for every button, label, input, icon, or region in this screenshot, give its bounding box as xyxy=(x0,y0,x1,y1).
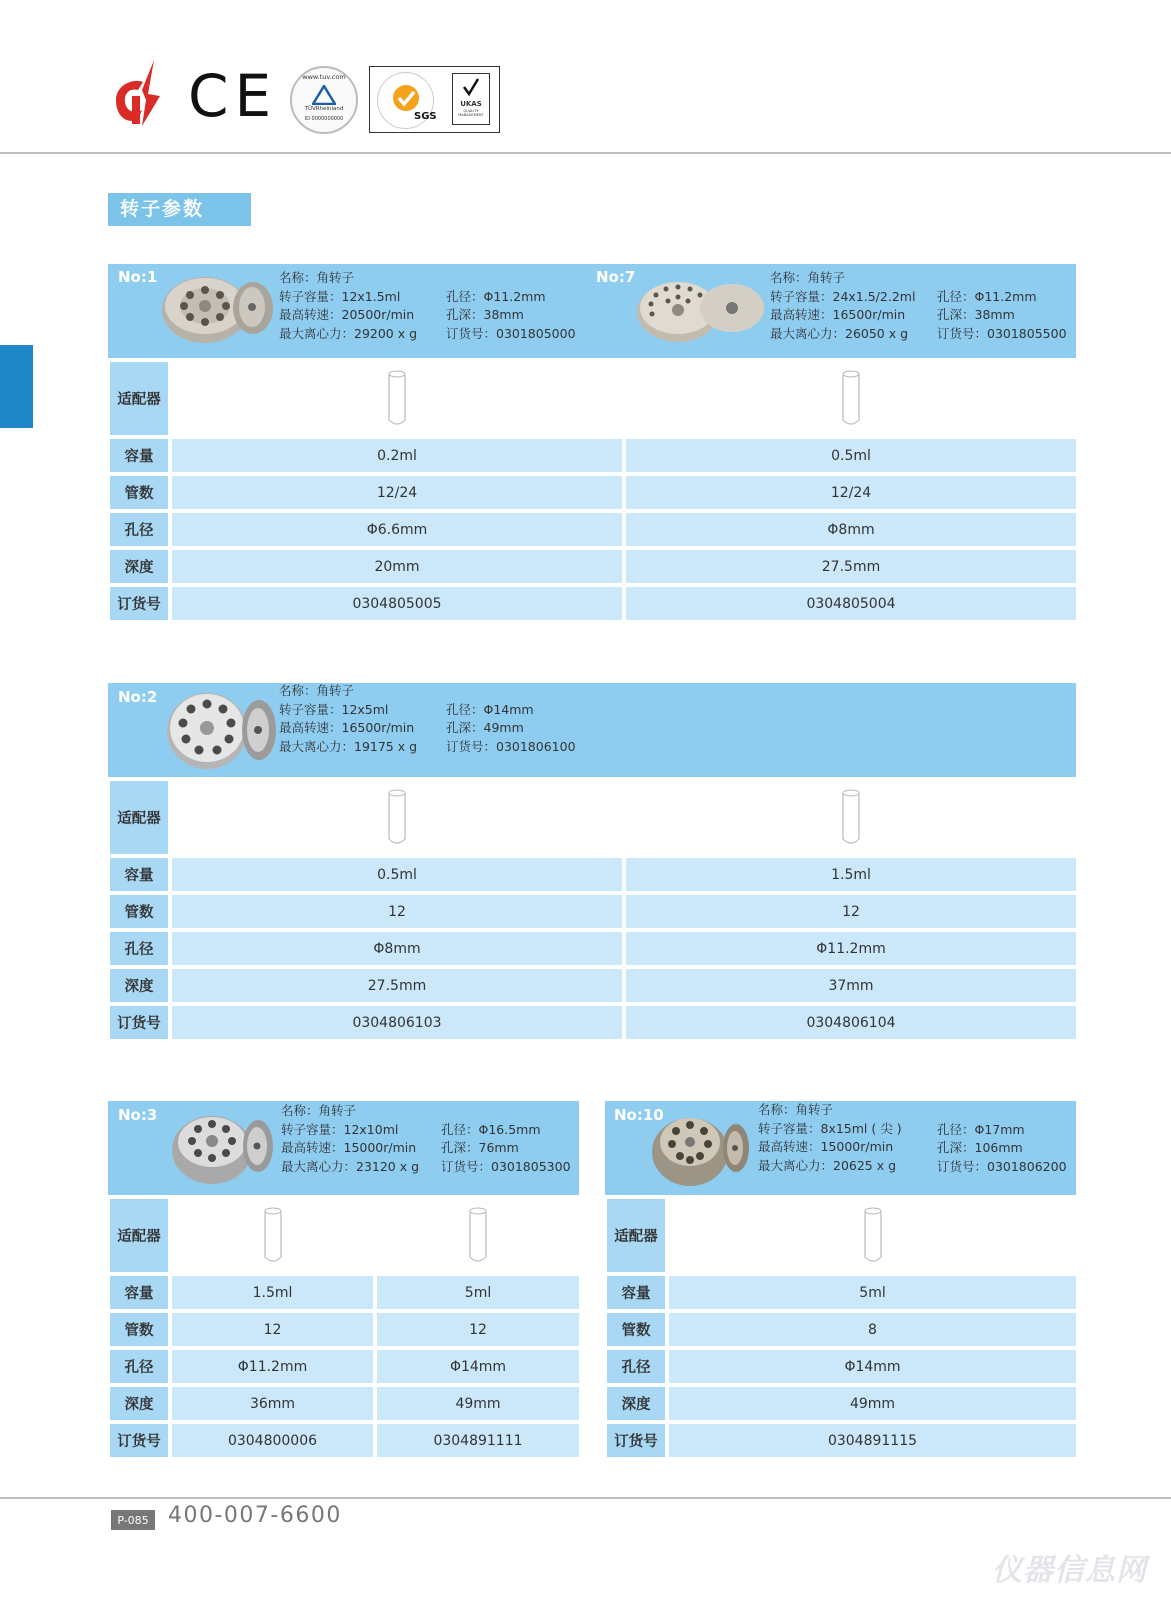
tube-icon xyxy=(467,1207,489,1265)
rotor-no10-speed: 最高转速：15000r/min xyxy=(758,1139,894,1154)
no10-count: 8 xyxy=(669,1313,1076,1346)
rotor-no3-hole: 孔径：Φ16.5mm xyxy=(441,1121,541,1137)
no7-depth: 27.5mm xyxy=(626,550,1076,583)
rotor-no1-capacity: 转子容量：12x1.5ml xyxy=(279,288,401,304)
rotor-no7-image xyxy=(636,270,764,350)
label-depth: 深度 xyxy=(110,969,168,1002)
brand-logo xyxy=(108,60,168,130)
rotor-no10-number: No:10 xyxy=(614,1106,664,1124)
no3-b-count: 12 xyxy=(377,1313,579,1346)
no10-depth: 49mm xyxy=(669,1387,1076,1420)
label-hole-diameter: 孔径 xyxy=(607,1350,665,1383)
rotor-no7-number: No:7 xyxy=(596,268,636,286)
tube-icon xyxy=(840,370,862,428)
no3-a-capacity: 1.5ml xyxy=(172,1276,373,1309)
tube-icon xyxy=(386,789,408,847)
rotor-no7-info-right xyxy=(937,288,1067,344)
label-capacity: 容量 xyxy=(607,1276,665,1309)
no3-a-order: 0304800006 xyxy=(172,1424,373,1457)
label-adapter: 适配器 xyxy=(110,1199,168,1272)
rotor-no10-capacity: 转子容量：8x15ml ( 尖 ) xyxy=(758,1120,902,1136)
no10-order: 0304891115 xyxy=(669,1424,1076,1457)
tuv-id: ID 0000000000 xyxy=(304,116,344,122)
sgs-seal xyxy=(377,72,437,129)
header-divider xyxy=(0,152,1171,154)
no1-hole: Φ6.6mm xyxy=(172,513,622,546)
cert-box xyxy=(369,66,500,133)
footer-divider xyxy=(0,1497,1171,1499)
label-adapter: 适配器 xyxy=(110,781,168,854)
no7-hole: Φ8mm xyxy=(626,513,1076,546)
rotor-no10-name: 名称：角转子 xyxy=(758,1102,834,1117)
no2-a-count: 12 xyxy=(172,895,622,928)
rotor-no1-hole: 孔径：Φ11.2mm xyxy=(446,288,546,304)
rotor-no7-depth: 孔深：38mm xyxy=(937,307,1015,322)
tube-icon xyxy=(862,1207,884,1265)
no7-capacity: 0.5ml xyxy=(626,439,1076,472)
rotor-no10-image xyxy=(650,1108,750,1190)
rotor-no3-number: No:3 xyxy=(118,1106,158,1124)
label-capacity: 容量 xyxy=(110,439,168,472)
label-tube-count: 管数 xyxy=(607,1313,665,1346)
ukas-seal xyxy=(452,73,490,125)
adapter-cell xyxy=(626,362,1076,435)
sgs-check-icon xyxy=(391,83,421,113)
no1-depth: 20mm xyxy=(172,550,622,583)
rotor-no7-name: 名称：角转子 xyxy=(770,270,846,285)
rotor-no10-order: 订货号：0301806200 xyxy=(937,1158,1067,1174)
rotor-no10-rcf: 最大离心力：20625 x g xyxy=(758,1157,897,1173)
rotor-no3-info-right xyxy=(441,1121,571,1177)
rotor-no7-hole: 孔径：Φ11.2mm xyxy=(937,288,1037,304)
tube-icon xyxy=(386,370,408,428)
no3-b-hole: Φ14mm xyxy=(377,1350,579,1383)
rotor-no10-info-left xyxy=(758,1101,902,1175)
adapter-cell xyxy=(172,1199,373,1272)
no7-order: 0304805004 xyxy=(626,587,1076,620)
rotor-no10-info-right xyxy=(937,1121,1067,1177)
rotor-no10-depth: 孔深：106mm xyxy=(937,1140,1023,1155)
no3-b-depth: 49mm xyxy=(377,1387,579,1420)
rotor-no3-depth: 孔深：76mm xyxy=(441,1140,519,1155)
tube-icon xyxy=(840,789,862,847)
no1-order: 0304805005 xyxy=(172,587,622,620)
rotor-no2-info-right xyxy=(446,701,576,757)
no2-a-order: 0304806103 xyxy=(172,1006,622,1039)
rotor-no1-speed: 最高转速：20500r/min xyxy=(279,307,415,322)
rotor-no2-speed: 最高转速：16500r/min xyxy=(279,720,415,735)
rotor-no10-hole: 孔径：Φ17mm xyxy=(937,1121,1025,1137)
rotor-no2-image xyxy=(165,688,277,772)
no2-b-depth: 37mm xyxy=(626,969,1076,1002)
label-order-no: 订货号 xyxy=(607,1424,665,1457)
rotor-no2-number: No:2 xyxy=(118,688,158,706)
rotor-no1-info-left xyxy=(279,269,417,343)
no2-a-depth: 27.5mm xyxy=(172,969,622,1002)
rotor-no1-order: 订货号：0301805000 xyxy=(446,325,576,341)
no3-a-hole: Φ11.2mm xyxy=(172,1350,373,1383)
label-order-no: 订货号 xyxy=(110,1006,168,1039)
label-tube-count: 管数 xyxy=(110,476,168,509)
tube-icon xyxy=(262,1207,284,1265)
page-number: P-085 xyxy=(111,1510,155,1530)
label-capacity: 容量 xyxy=(110,858,168,891)
no3-a-count: 12 xyxy=(172,1313,373,1346)
phone-number: 400-007-6600 xyxy=(168,1503,342,1528)
ce-mark: CE xyxy=(188,62,278,130)
rotor-no2-rcf: 最大离心力：19175 x g xyxy=(279,738,418,754)
adapter-cell xyxy=(377,1199,579,1272)
sgs-label: SGS xyxy=(414,111,437,122)
rotor-no3-speed: 最高转速：15000r/min xyxy=(281,1140,417,1155)
rotor-no1-image xyxy=(160,268,275,348)
label-adapter: 适配器 xyxy=(607,1199,665,1272)
label-capacity: 容量 xyxy=(110,1276,168,1309)
label-order-no: 订货号 xyxy=(110,587,168,620)
rotor-no1-info-right xyxy=(446,288,576,344)
rotor-no2-order: 订货号：0301806100 xyxy=(446,738,576,754)
no3-a-depth: 36mm xyxy=(172,1387,373,1420)
adapter-cell xyxy=(172,362,622,435)
rotor-no2-info-left xyxy=(279,682,417,756)
adapter-cell xyxy=(626,781,1076,854)
rotor-no1-rcf: 最大离心力：29200 x g xyxy=(279,325,418,341)
label-tube-count: 管数 xyxy=(110,895,168,928)
side-tab xyxy=(0,345,33,428)
rotor-no7-speed: 最高转速：16500r/min xyxy=(770,307,906,322)
label-hole-diameter: 孔径 xyxy=(110,932,168,965)
rotor-no7-rcf: 最大离心力：26050 x g xyxy=(770,325,909,341)
label-hole-diameter: 孔径 xyxy=(110,1350,168,1383)
rotor-no2-hole: 孔径：Φ14mm xyxy=(446,701,534,717)
adapter-cell xyxy=(172,781,622,854)
tuv-name: TÜVRheinland xyxy=(304,106,344,112)
rotor-no1-depth: 孔深：38mm xyxy=(446,307,524,322)
no3-b-capacity: 5ml xyxy=(377,1276,579,1309)
adapter-cell xyxy=(669,1199,1076,1272)
label-adapter: 适配器 xyxy=(110,362,168,435)
no10-capacity: 5ml xyxy=(669,1276,1076,1309)
no2-a-capacity: 0.5ml xyxy=(172,858,622,891)
no3-b-order: 0304891111 xyxy=(377,1424,579,1457)
rotor-no2-name: 名称：角转子 xyxy=(279,683,355,698)
no1-capacity: 0.2ml xyxy=(172,439,622,472)
label-depth: 深度 xyxy=(110,1387,168,1420)
rotor-no3-image xyxy=(170,1108,274,1186)
rotor-no3-capacity: 转子容量：12x10ml xyxy=(281,1121,399,1137)
label-order-no: 订货号 xyxy=(110,1424,168,1457)
crown-check-icon xyxy=(462,77,480,97)
label-depth: 深度 xyxy=(110,550,168,583)
no7-count: 12/24 xyxy=(626,476,1076,509)
no2-b-order: 0304806104 xyxy=(626,1006,1076,1039)
no2-a-hole: Φ8mm xyxy=(172,932,622,965)
rotor-no2-capacity: 转子容量：12x5ml xyxy=(279,701,389,717)
rotor-no1-number: No:1 xyxy=(118,268,158,286)
header xyxy=(0,0,1171,152)
tuv-url: www.tuv.com xyxy=(302,73,346,81)
rotor-no7-info-left xyxy=(770,269,915,343)
label-depth: 深度 xyxy=(607,1387,665,1420)
rotor-no7-order: 订货号：0301805500 xyxy=(937,325,1067,341)
tuv-seal xyxy=(290,66,358,134)
tuv-triangle-icon xyxy=(312,85,336,105)
no2-b-count: 12 xyxy=(626,895,1076,928)
rotor-no3-order: 订货号：0301805300 xyxy=(441,1158,571,1174)
watermark: 仪器信息网 xyxy=(992,1553,1147,1588)
ukas-sub: QUALITY MANAGEMENT xyxy=(458,109,484,117)
no1-count: 12/24 xyxy=(172,476,622,509)
rotor-no3-rcf: 最大离心力：23120 x g xyxy=(281,1158,420,1174)
rotor-no3-name: 名称：角转子 xyxy=(281,1103,357,1118)
rotor-no2-depth: 孔深：49mm xyxy=(446,720,524,735)
label-hole-diameter: 孔径 xyxy=(110,513,168,546)
rotor-no7-capacity: 转子容量：24x1.5/2.2ml xyxy=(770,288,916,304)
label-tube-count: 管数 xyxy=(110,1313,168,1346)
no10-hole: Φ14mm xyxy=(669,1350,1076,1383)
no2-b-hole: Φ11.2mm xyxy=(626,932,1076,965)
section-title: 转子参数 xyxy=(108,193,251,226)
rotor-no1-name: 名称：角转子 xyxy=(279,270,355,285)
rotor-no3-info-left xyxy=(281,1102,419,1176)
no2-b-capacity: 1.5ml xyxy=(626,858,1076,891)
ukas-label: UKAS xyxy=(460,100,482,108)
